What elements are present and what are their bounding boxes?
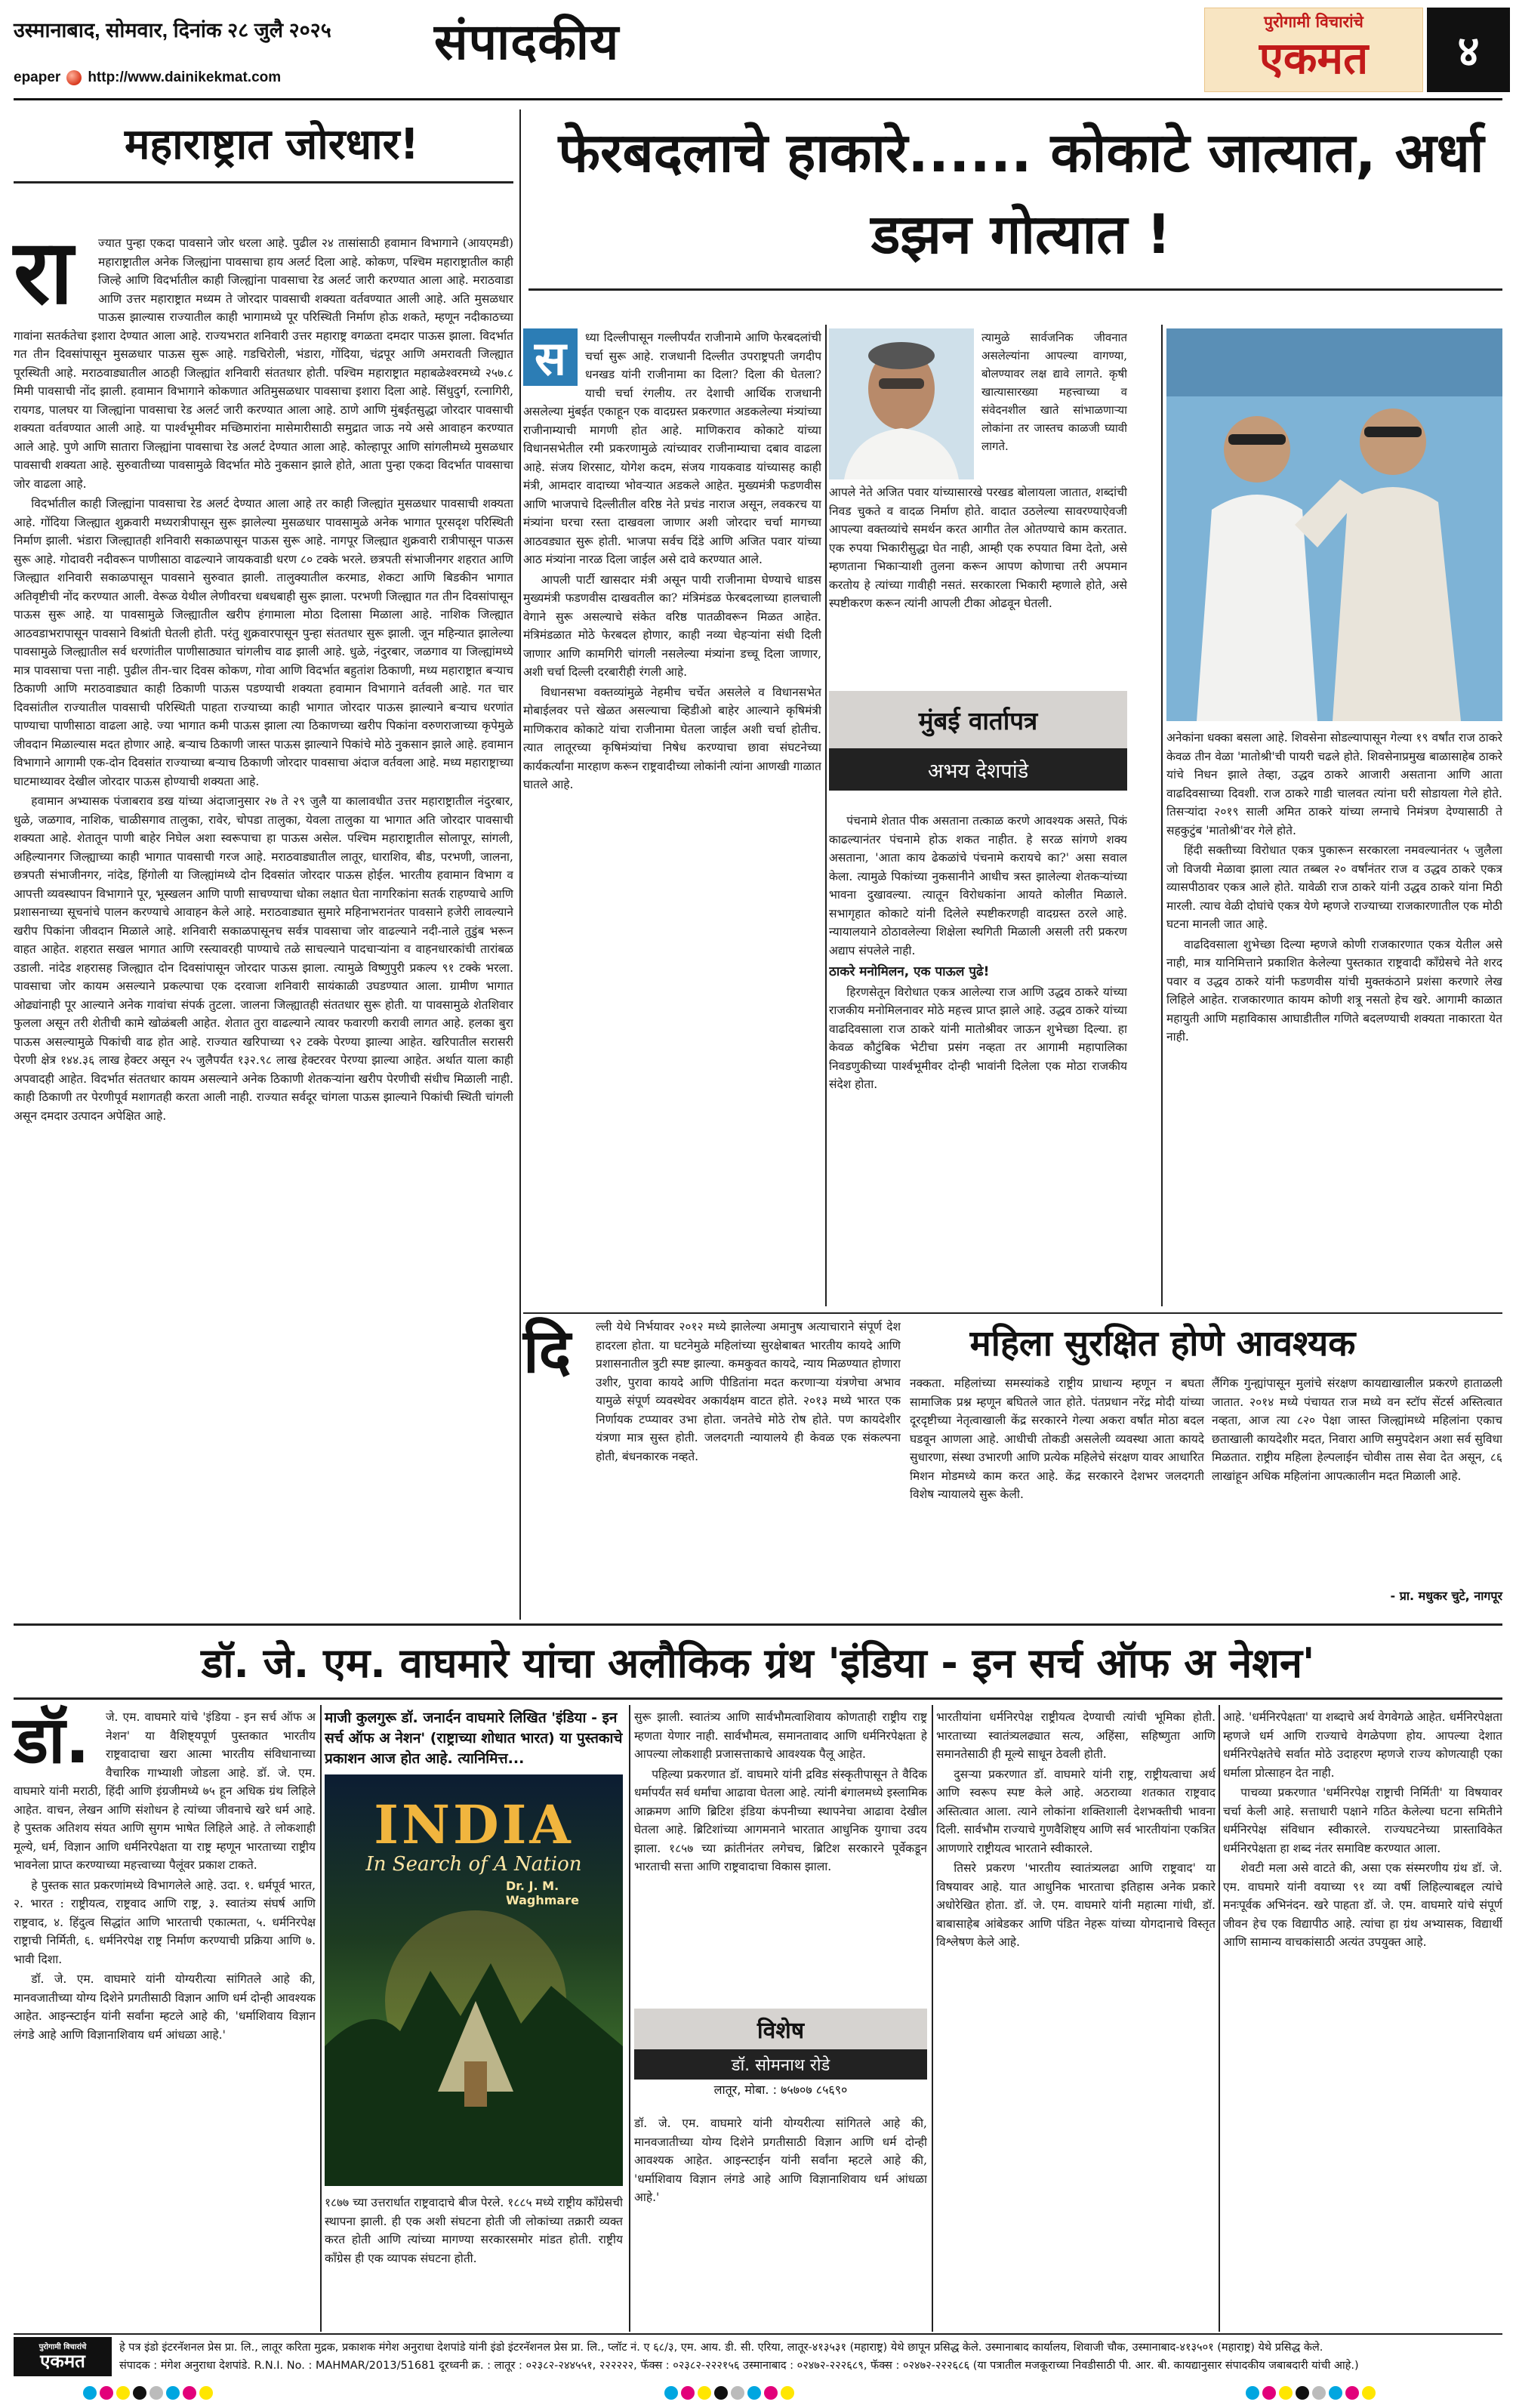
article-paragraph: आपले नेते अजित पवार यांच्यासारखे परखड बोलायला जातात, शब्दांची निवड चुकते व वादळ निर्माण होते. वादात उठलेल्या सावरण्याऐवजी आपल्या वक्तव्यांचे समर्थन करत आगीत तेल ओतण्याचे काम करतात. एक रुपया भिकारीसुद्धा घेत नाही, आम्ही एक रुपयात विमा देतो, असे म्हणताना भिकाऱ्याशी तुलना करून आपण कोणाचा तरी अपमान करतोय हे त्यांच्या गावीही नसतं. सरकारला भिकारी म्हणाले होते, असे स्पष्टीकरण करून त्यांनी आपली टीका ओढवून घेतली. xyxy=(829,486,1127,610)
book-paragraph: सुरू झाली. स्वातंत्र्य आणि सार्वभौमत्वाशिवाय कोणताही राष्ट्रीय राष्ट्र म्हणता येणार नाही. सार्वभौमत्व, समानतावाद आणि धर्मनिरपेक्षता हे आपल्या लोकशाही प्रजासत्ताकाचे आवश्यक पैलू आहेत. xyxy=(634,1710,927,1761)
headline-rule xyxy=(528,288,1502,291)
book-column-4 xyxy=(936,1708,1216,2327)
article-paragraph: पंचनामे शेतात पीक असताना तत्काळ करणे आवश्यक असते, पिकं काढल्यानंतर पंचनामे होऊ शकत नाहीत. हे सरळ सांगणे शक्य असताना, 'आता काय ढेकळांचे पंचनामे करायचे का?' असा सवाल केला. त्यामुळे पिकांच्या नुकसानीने आधीच त्रस्त झालेल्या शेतकऱ्यांच्या भावना दुखावल्या. त्यातून विरोधकांना आयते कोलीत मिळाले. सभागृहात कोकाटे यांनी दिलेले स्पष्टीकरणही वादग्रस्त ठरले आहे. न्यायालयाने ठोठावलेल्या शिक्षेला स्थगिती मिळाली असली तरी प्रकरण अद्याप संपलेले नाही. xyxy=(829,814,1127,957)
book-paragraph: डॉ. जे. एम. वाघमारे यांनी योग्यरीत्या सांगितले आहे की, मानवजातीच्या योग्य दिशेने प्रगतीसाठी विज्ञान आणि धर्म दोन्ही आवश्यक आहेत. आइन्स्टाईन यांनी सर्वांना म्हटले आहे की, 'धर्माशिवाय विज्ञान लंगडे आहे आणि विज्ञानाशिवाय धर्म आंधळा आहे.' xyxy=(14,1972,316,2042)
section-rule xyxy=(14,1623,1502,1626)
article-paragraph: अनेकांना धक्का बसला आहे. शिवसेना सोडल्यापासून गेल्या १९ वर्षांत राज ठाकरे केवळ तीन वेळा 'मातोश्री'ची पायरी चढले होते. शिवसेनाप्रमुख बाळासाहेब ठाकरे यांचे निधन झाले तेव्हा, उद्धव ठाकरे आजारी असताना आणि आता वाढदिवसाच्या दिवशी. राज ठाकरे गाडी चालवत त्यांना घरी सोडायला गेले होते. तिसऱ्यांदा २०१९ साली अमित ठाकरे यांच्या लग्नाचे निमंत्रण देण्यासाठी ते सहकुटुंब 'मातोश्री'वर गेले होते. xyxy=(1166,731,1502,837)
special-author-place: लातूर, मोबा. : ७५७०७ ८५६९० xyxy=(713,2083,848,2097)
women-safety-byline: - प्रा. मधुकर चुटे, नागपूर xyxy=(1390,1589,1502,1603)
editorial-body xyxy=(14,220,513,1608)
column-divider xyxy=(825,325,827,1306)
leaders-photo xyxy=(1166,328,1502,721)
book-paragraph: पहिल्या प्रकरणात डॉ. वाघमारे यांनी द्रविड संस्कृतीपासून ते वैदिक धर्मापर्यंत सर्व धर्मांचा आढावा घेतला आहे. त्यांनी बंगालमध्ये इस्लामिक आक्रमण आणि ब्रिटिश इंडिया कंपनीच्या स्थापनेचा आढावा देखील घेतला आहे. ब्रिटिशांच्या आगमनाने भारतात आधुनिक युगाचा उदय झाला. १८५७ च्या क्रांतीनंतर लगेचच, ब्रिटिश सरकारने पूर्वेकडून भारताची सत्ता आणि राष्ट्रवादाचा विकास झाला. xyxy=(634,1767,927,1873)
women-safety-title: महिला सुरक्षित होणे आवश्यक xyxy=(969,1323,1356,1364)
column-divider xyxy=(320,1705,322,2332)
book-paragraph: हे पुस्तक सात प्रकरणांमध्ये विभागलेले आहे. उदा. १. धर्मपूर्व भारत, २. भारत : राष्ट्रीयत्व, राष्ट्रवाद आणि राष्ट्र, ३. स्वातंत्र्य संघर्ष आणि राष्ट्रवाद, ४. हिंदुत्व सिद्धांत आणि भारताची एकात्मता, ५. धर्मनिरपेक्ष राष्ट्राची निर्मिती, ६. धर्मनिरपेक्ष राष्ट्र निर्माण करण्याची प्रक्रिया आणि ७. भावी दिशा. xyxy=(14,1878,316,1966)
book-paragraph: शेवटी मला असे वाटते की, असा एक संस्मरणीय ग्रंथ डॉ. जे. एम. वाघमारे यांनी वयाच्या ९१ व्या वर्षी लिहिल्याबद्दल त्यांचे मनःपूर्वक अभिनंदन. खरे पाहता डॉ. जे. एम. वाघमारे यांचे संपूर्ण जीवन हेच एक विद्यापीठ आहे. त्यांचा हा ग्रंथ अभ्यासक, विद्यार्थी आणि सामान्य वाचकांसाठी अत्यंत उपयुक्त आहे. xyxy=(1223,1861,1502,1949)
book-paragraph: भारतीयांना धर्मनिरपेक्ष राष्ट्रीयत्व देण्याची त्यांची भूमिका होती. भारताच्या स्वातंत्र्यलढ्यात सत्य, अहिंसा, सहिष्णुता आणि समानतेसाठी ही मूल्ये साधून ठेवली होती. xyxy=(936,1710,1216,1761)
section-rule xyxy=(14,1697,1502,1700)
footer-text xyxy=(119,2339,1501,2375)
book-column-1 xyxy=(14,1703,316,2327)
website-url[interactable]: http://www.dainikekmat.com xyxy=(88,69,282,85)
footer-rule xyxy=(14,2333,1502,2335)
editor-line: संपादक : मंगेश अनुराधा देशपांडे. R.N.I. No. : MAHMAR/2013/51681 दूरध्वनी क्र. : लातूर : ०२३८२-२४४५५१, २२२२२२, फॅक्स : ०२३८२-२२२१५६ उस्मानाबाद : ०२४७२-२२२६८९, फॅक्स : ०२४७२-२२२६८६ (या पत्रातील मजकूराच्या निवडीसाठी पी. आर. बी. कायद्यानुसार संपादकीय जबाबदारी यांची आहे.) xyxy=(119,2360,1359,2372)
column-divider xyxy=(932,1705,933,2332)
editorial-title-rule xyxy=(14,181,513,183)
book-paragraph: जे. एम. वाघमारे यांचे 'इंडिया - इन सर्च ऑफ अ नेशन' या वैशिष्ट्यपूर्ण पुस्तकात भारतीय राष्ट्रवादाचा खरा आत्मा भारतीय संविधानाच्या वैचारिक गाभ्याशी जोडला आहे. डॉ. जे. एम. वाघमारे यांनी मराठी, हिंदी आणि इंग्रजीमध्ये ७५ हून अधिक ग्रंथ लिहिले आहेत. वाचन, लेखन आणि संशोधन हे त्यांच्या जीवनाचे खरे धर्म आहे. हे पुस्तक अतिशय संयत आणि सुगम भाषेत लिहिले आहे. ते लोकशाही मूल्ये, धर्म, विज्ञान आणि धर्मनिरपेक्षता या राष्ट्र म्हणून भारताच्या राष्ट्रीय भावनेला प्राप्त करण्याच्या महत्त्वाच्या पैलूंवर प्रकाश टाकते. xyxy=(14,1710,316,1872)
book-dropcap: डॉ. xyxy=(14,1703,90,1778)
article-dropcap: स xyxy=(523,328,578,386)
article-paragraph: वाढदिवसाला शुभेच्छा दिल्या म्हणजे कोणी राजकारणात एकत्र येतील असे नाही, मात्र यानिमित्ताने प्रकाशित केलेल्या पुस्तकात राष्ट्रवादी काँग्रेसचे नेते शरद पवार व उद्धव ठाकरे यांनी फडणवीस यांची मुक्तकंठाने प्रशंसा करणारे लेख लिहिले आहेत. राजकारणात कायम कोणी शत्रू नसतो हेच खरे. आगामी काळात महायुती आणि महाविकास आघाडीतील गणिते बदलण्याची शक्यता नाकारता येत नाही. xyxy=(1166,937,1502,1044)
editorial-dropcap: रा xyxy=(14,220,73,324)
book-paragraph: दुसऱ्या प्रकरणात डॉ. वाघमारे यांनी राष्ट्र, राष्ट्रीयत्वाचा अर्थ आणि स्वरूप स्पष्ट केले आहे. अठराव्या शतकात राष्ट्रवाद अस्तित्वात आला. त्याने लोकांना शक्तिशाली देशभक्तीची भावना दिली. सार्वभौम राज्याचे गुणवैशिष्ट्य आणि सर्व भारतीयांना एकत्रित आणणारे राष्ट्रीयत्व भारताने स्वीकारले. xyxy=(936,1767,1216,1855)
logo-name: एकमत xyxy=(1259,32,1369,84)
book-cover-author: Dr. J. M. Waghmare xyxy=(506,1879,579,1907)
header-rule xyxy=(14,98,1502,100)
article-paragraph: विधानसभा वक्तव्यांमुळे नेहमीच चर्चेत असलेले व विधानसभेत मोबाईलवर पत्ते खेळत असल्याचा व्हिडीओ बाहेर आल्याने कृषिमंत्री माणिकराव कोकाटे यांचा राजीनामा घेतला जाईल अशी चर्चा होतीच. त्यात लातूरच्या कृषिमंत्र्यांचा निषेध करण्याचा छावा संघटनेच्या कार्यकर्त्यांना मारहाण करून राष्ट्रवादीच्या लोकांनी त्यांना आणखी गाळात घातले आहे. xyxy=(523,685,821,791)
women-safety-column-2: नक्कता. महिलांच्या समस्यांकडे राष्ट्रीय प्राधान्य म्हणून न बघता सामाजिक प्रश्न म्हणून बघितले जात होते. पंतप्रधान नरेंद्र मोदी यांच्या दूरदृष्टीच्या नेतृत्वाखाली केंद्र सरकारने गेल्या अकरा वर्षांत मोठा बदल घडवून आणला आहे. आधीची तोकडी असलेली व्यवस्था आता कायदे सुधारणा, संस्था उभारणी आणि प्रत्येक महिलेचे संरक्षण यावर आधारित मिशन मोडमध्ये काम करत आहे. केंद्र सरकारने देशभर जलदगती विशेष न्यायालये सुरू केली. xyxy=(910,1377,1204,1501)
globe-icon xyxy=(66,70,82,85)
article-column-2-top: त्यामुळे सार्वजनिक जीवनात असलेल्यांना आपल्या वागण्या, बोलण्यावर लक्ष द्यावे लागते. कृषी खात्यासारख्या महत्त्वाच्या व संवेदनशील खाते सांभाळणाऱ्या लोकांना तर जास्तच काळजी घ्यावी लागते. xyxy=(981,331,1127,453)
special-label: विशेष xyxy=(634,2009,927,2049)
article-column-2 xyxy=(829,483,1127,687)
footer-logo-tag: पुरोगामी विचारांचे xyxy=(39,2343,87,2351)
epaper-link[interactable] xyxy=(14,69,281,86)
registration-marks xyxy=(1246,2386,1376,2400)
editorial-paragraph: हवामान अभ्यासक पंजाबराव डख यांच्या अंदाजानुसार २७ ते २९ जुलै या कालावधीत उत्तर महाराष्ट्रातील नंदुरबार, धुळे, जळगाव, नाशिक, चाळीसगाव तालुका, रावेर, चोपडा तालुका, येवला तालुका या भागात अति जोरदार पावसाची शक्यता आहे. शेतातून पाणी बाहेर निघेल अशा स्वरूपाचा हा पाऊस असेल. पश्चिम महाराष्ट्रातील सोलापूर, सांगली, अहिल्यानगर जिल्ह्याच्या काही भागात पावसाची गरज आहे. मराठवाड्यातील लातूर, धाराशिव, बीड, परभणी, जालना, छत्रपती संभाजीनगर, नांदेड, हिंगोली या जिल्ह्यांमध्ये दोन दिवसांत जोरदार पाऊस होईल. भारतीय हवामान विभाग व आपत्ती व्यवस्थापन विभागाने पूर, भूस्खलन आणि पाणी साचण्याचा धोका लक्षात घेता नागरिकांना सतर्क राहण्याचे आणि प्रशासनाच्या सूचनांचे पालन करण्याचे आवाहन केले आहे. मराठवाड्यात सुमारे महिनाभरानंतर पावसाने हजेरी लावल्याने खरीप पिकांना जीवदान मिळाले आहे. शनिवारी सकाळपासूनच सर्वत्र पावसाचा जोर वाढल्याने नदी-नाले तुडुंब भरून वाहत आहेत. शहरात सखल भागात आणि रस्त्यावरही पाण्याचे तळे साचल्याने पादचाऱ्यांना व वाहनधारकांची तारांबळ उडाली. नांदेड शहरासह जिल्ह्यात दोन दिवसांपासून जोरदार पाऊस झाला. त्यामुळे विष्णुपुरी प्रकल्प ९१ टक्के भरला. पावसाचा जोर कायम असल्याने प्रकल्पाचा एक दरवाजा शनिवारी सायंकाळी उघडण्यात आला. ग्रामीण भागात ओढ्यांनाही पूर आल्याने अनेक गावांचा संपर्क तुटला. जालना जिल्ह्यातही संततधार सुरू होती. या पावसामुळे शेतशिवार फुलला असून तरी शेतीची कामे खोळंबली आहेत. शेतात तुरा वाढल्याने त्यावर फवारणी करावी लागत आहे. हलका बुरा पाऊस असल्यामुळे पिकांची वाढ होत आहे. राज्यात खरिपाच्या ९२ टक्के पेरण्या झाल्या आहेत. खरिपातील सरासरी पेरणी क्षेत्र १४४.३६ लाख हेक्टर असून २५ जुलैपर्यंत १३२.९८ लाख हेक्टरवर पेरण्या झाल्या आहेत. अर्थात याला काही अपवादही आहेत. विदर्भात संततधार कायम असल्याने अनेक ठिकाणी शेतकऱ्यांना खरीप पेरणीची संधीच मिळाली नाही. काही ठिकाणी तर पेरणीपूर्व मशागतही करता आली नाही. राज्यात सर्वदूर चांगला पाऊस झाल्याने पिकांची स्थिती चांगली असून दमदार उत्पादन अपेक्षित आहे. xyxy=(14,794,513,1123)
column-name: मुंबई वार्तापत्र xyxy=(829,691,1127,748)
masthead xyxy=(0,0,1516,106)
book-feature-title: डॉ. जे. एम. वाघमारे यांचा अलौकिक ग्रंथ 'इंडिया - इन सर्च ऑफ अ नेशन' xyxy=(201,1639,1315,1687)
article-paragraph: ध्या दिल्लीपासून गल्लीपर्यंत राजीनामे आणि फेरबदलांची चर्चा सुरू आहे. राजधानी दिल्लीत उपराष्ट्रपती जगदीप धनखड यांनी राजीनामा का दिला? दिला की घेतला? याची चर्चा रंगलीय. तर देशाची आर्थिक राजधानी असलेल्या मुंबईत एकाहून एक वादग्रस्त प्रकरणात अडकलेल्या मंत्र्यांच्या राजीनाम्याची मागणी होत आहे. माणिकराव कोकाटे यांच्या विधानसभेतील रमी प्रकरणामुळे त्यांच्यावर राजीनाम्याचा दबाव वाढला आहे. संजय शिरसाट, योगेश कदम, संजय गायकवाड यांच्यासह काही मंत्री, आमदार वादाच्या भोवऱ्यात अडकले आहेत. मुख्यमंत्री फडणवीस आणि भाजपाचे दिल्लीतील वरिष्ठ नेते प्रचंड नाराज असून, लवकरच या मंत्र्यांना घरचा रस्ता दाखवला जाणार अशी जोरदार चर्चा मागच्या आठवड्यात सुरू होती. भाजपा सर्वच दिंडे आणि अजित पवार यांच्या आठ मंत्र्यांना नारळ दिला जाईल असे दावे करण्यात आले. xyxy=(523,331,821,566)
editorial-paragraph: विदर्भातील काही जिल्ह्यांना पावसाचा रेड अलर्ट देण्यात आला आहे तर काही जिल्ह्यांत मुसळधार पावसाची शक्यता आहे. गोंदिया जिल्ह्यात शुक्रवारी मध्यरात्रीपासून सुरू झालेल्या मुसळधार पावसामुळे अनेक भागात पूरसदृश परिस्थिती निर्माण झाली. भंडारा जिल्ह्यातही शनिवारी सकाळपासून पाऊस सुरू आहे. नागपूर जिल्ह्यात शुक्रवारी रात्रीपासून पाऊस सुरू आहे. गोदावरी नदीवरून पाणीसाठा वाढल्याने जायकवाडी धरण ८० टक्के भरले. छत्रपती संभाजीनगर शहरात आणि जिल्ह्यात शनिवारी सकाळपासून पावसाने सुरुवात झाली. तालुक्यातील करमाड, शेकटा आणि बिडकीन भागात अतिवृष्टीची नोंद करण्यात आली. वेरूळ येथील लेणीवरचा धबधबाही सुरू झाला. परभणी जिल्ह्यात गत तीन दिवसांपासून पाऊस सुरू आहे. या पावसामुळे जिल्ह्यातील खरीप हंगामाला मोठा दिलासा मिळाला आहे. नाशिक जिल्ह्यात आठवडाभरापासून पावसाने विश्रांती घेतली होती. परंतु शुक्रवारपासून पुन्हा संततधार सुरू झाली. जून महिन्यात झालेल्या पावसामुळे जिल्ह्यातील सर्व धरणांतील पाणीसाठ्यात चांगलीच वाढ झाली आहे. धुळे, नंदुरबार, जळगाव या जिल्ह्यांमध्ये मात्र पावसाचा पत्ता नाही. पुढील तीन-चार दिवस कोकण, गोवा आणि विदर्भात बहुतांश ठिकाणी, मध्य महाराष्ट्रात बऱ्याच ठिकाणी आणि मराठवाड्यात काही ठिकाणी पाऊस पडण्याची शक्यता हवामान विभागाने वर्तवली आहे. गत चार दिवसांतील राज्यातील पावसाची परिस्थिती पाहता राज्याच्या काही भागात जोरदार पाऊस झाल्याने बऱ्याच धरणांत पाण्याचा पाणीसाठा वाढला आहे. ज्या भागात कमी पाऊस झाला त्या ठिकाणच्या खरीप पिकांना वरुणराजाच्या कृपेमुळे जीवदान मिळाल्यास मदत होणार आहे. बऱ्याच ठिकाणी जास्त पाऊस झाल्याने पिकांचे मोठे नुकसान झाले आहे. हवामान विभागाने आगामी एक-दोन दिवसांत राज्याच्या बऱ्याच ठिकाणी जोरदार पावसाचा अंदाज वर्तवला आहे. मध्य महाराष्ट्राच्या घाटमाथ्यावर देखील जोरदार पाऊस होण्याची शक्यता आहे. xyxy=(14,497,513,788)
registration-marks xyxy=(83,2386,213,2400)
column-divider xyxy=(1219,1705,1220,2332)
column-card xyxy=(829,691,1127,804)
section-rule xyxy=(523,1312,1502,1314)
column-divider xyxy=(519,109,521,1620)
special-author: डॉ. सोमनाथ रोडे xyxy=(634,2049,927,2080)
women-safety-column-1: ल्ली येथे निर्भयावर २०१२ मध्ये झालेल्या अमानुष अत्याचाराने संपूर्ण देश हादरला होता. या घटनेमुळे महिलांच्या सुरक्षेबाबत भारतीय कायदे आणि प्रशासनातील त्रुटी स्पष्ट झाल्या. कमकुवत कायदे, न्याय मिळण्यात होणारा उशीर, पुरावा कायदे आणि पीडितांना मदत करणाऱ्या यंत्रणेचा अभाव यामुळे संपूर्ण व्यवस्थेवर अकार्यक्षम वाटत होते. २०१३ मध्ये भारत एक निर्णायक टप्प्यावर उभा होता. जनतेचे मोठे रोष होते. पण कायदेशीर यंत्रणा मात्र सुस्त होती. जलदगती न्यायालये ही केवळ एक संकल्पना होती, बंधनकारक नव्हते. xyxy=(596,1320,901,1463)
special-card xyxy=(634,2009,927,2107)
footer-imprint xyxy=(14,2337,1502,2376)
article-subhead: ठाकरे मनोमिलन, एक पाऊल पुढे! xyxy=(829,964,990,979)
main-headline: फेरबदलाचे हाकारे...... कोकाटे जात्यात, अर्धा डझन गोत्यात ! xyxy=(558,121,1484,266)
book-paragraph: तिसरे प्रकरण 'भारतीय स्वातंत्र्यलढा आणि राष्ट्रवाद' या विषयावर आहे. यात आधुनिक भारताचा इतिहास अनेक प्रकारे अधोरेखित होता. डॉ. जे. एम. वाघमारे यांनी महात्मा गांधी, डॉ. बाबासाहेब आंबेडकर आणि पंडित नेहरू यांच्या योगदानाचे विस्तृत विश्लेषण केले आहे. xyxy=(936,1861,1216,1949)
women-safety-column-3: लैंगिक गुन्ह्यांपासून मुलांचे संरक्षण कायद्याखालील प्रकरणे हाताळली जातात. २०१४ मध्ये पंचायत राज मध्ये वन स्टॉप सेंटर्स अस्तित्वात नव्हता, आज त्या ८२० पेक्षा जास्त जिल्ह्यांमध्ये महिलांना एकाच छताखाली कायदेशीर मदत, निवारा आणि समुपदेशन अशा सर्व सुविधा मिळतात. राष्ट्रीय महिला हेल्पलाईन चोवीस तास सेवा देत असून, ८६ लाखांहून अधिक महिलांना आपत्कालीन मदत मिळाली आहे. xyxy=(1212,1377,1502,1483)
book-column-5 xyxy=(1223,1708,1502,2327)
book-paragraph: पाचव्या प्रकरणात 'धर्मनिरपेक्ष राष्ट्राची निर्मिती' या विषयावर चर्चा केली आहे. सत्ताधारी पक्षाने गठित केलेल्या घटना समितीने धर्मनिरपेक्ष संविधान स्वीकारले. राज्यघटनेच्या प्रास्ताविकेत धर्मनिरपेक्षता हा शब्द नंतर समाविष्ट करण्यात आला. xyxy=(1223,1786,1502,1855)
dateline: उस्मानाबाद, सोमवार, दिनांक २८ जुलै २०२५ xyxy=(14,19,331,42)
registration-marks xyxy=(664,2386,794,2400)
column-author: अभय देशपांडे xyxy=(829,748,1127,791)
leaders-illustration xyxy=(1166,328,1502,721)
epaper-label: epaper xyxy=(14,69,61,85)
page-number: ४ xyxy=(1427,8,1510,92)
imprint-line: हे पत्र इंडो इंटरनॅशनल प्रेस प्रा. लि., लातूर करिता मुद्रक, प्रकाशक मंगेश अनुराधा देशपांडे यांनी इंडो इंटरनॅशनल प्रेस प्रा. लि., प्लॉट नं. ए ६८/३, एम. आय. डी. सी. एरिया, लातूर-४१३५३१ (महाराष्ट्र) येथे छापून प्रसिद्ध केले. उस्मानाबाद कार्यालय, शिवाजी चौक, उस्मानाबाद-४१३५०१ (महाराष्ट्र) येथे प्रसिद्ध केले. xyxy=(119,2342,1323,2354)
footer-logo xyxy=(14,2337,112,2376)
logo-tagline: पुरोगामी विचारांचे xyxy=(1264,13,1363,31)
newspaper-logo xyxy=(1204,8,1423,92)
column-divider xyxy=(1161,325,1163,1306)
book-cover-title: INDIA xyxy=(374,1793,574,1856)
book-column-3 xyxy=(634,1708,927,2003)
book-paragraph: आहे. 'धर्मनिरपेक्षता' या शब्दाचे अर्थ वेगवेगळे आहेत. धर्मनिरपेक्षता म्हणजे धर्म आणि राज्याचे वेगळेपणा होय. आपल्या देशात धर्मनिरपेक्षतेचे सर्वात मोठे उदाहरण म्हणजे राज्य कोणत्याही एका धर्माला प्रोत्साहन देत नाही. xyxy=(1223,1710,1502,1780)
portrait-photo xyxy=(829,328,974,479)
article-paragraph: हिरणसेतून विरोधात एकत्र आलेल्या राज आणि उद्धव ठाकरे यांच्या राजकीय मनोमिलनावर मोठे महत्त्व प्राप्त झाले आहे. उद्धव ठाकरे यांच्या वाढदिवसाला राज ठाकरे यांनी मातोश्रीवर जाऊन शुभेच्छा दिल्या. हा केवळ कौटुंबिक भेटीचा प्रसंग नव्हता तर आगामी महापालिका निवडणुकीच्या पार्श्वभूमीवर दोन्ही भावांनी दिलेला एक मोठा राजकीय संदेश होता. xyxy=(829,985,1127,1091)
editorial-title: महाराष्ट्रात जोरधार! xyxy=(124,120,420,169)
women-safety-dropcap: दि xyxy=(523,1316,572,1386)
dropcap-space xyxy=(14,1703,106,1778)
article-paragraph: आपली पार्टी खासदार मंत्री असून पायी राजीनामा घेण्याचे धाडस मुख्यमंत्री फडणवीस दाखवतील का? मंत्रिमंडळ फेरबदलाच्या हालचाली वेगाने सुरू असल्याचे संकेत वरिष्ठ पातळीवरून मिळत आहेत. मंत्रिमंडळात मोठे फेरबदल होणार, काही नव्या चेहऱ्यांना संधी दिली जाणार आणि कामगिरी चांगली नसलेल्या मंत्र्यांना डच्चू दिला जाणार, अशी चर्चा दिल्ली दरबारीही रंगली आहे. xyxy=(523,572,821,679)
footer-logo-name: एकमत xyxy=(40,2351,85,2372)
column-divider xyxy=(629,1705,630,2332)
book-cover-subtitle: In Search of A Nation xyxy=(365,1853,582,1876)
article-paragraph: हिंदी सक्तीच्या विरोधात एकत्र पुकारून सरकारला नमवल्यानंतर ५ जुलैला जो विजयी मेळावा झाला त्यात तब्बल २० वर्षांनंतर राज व उद्धव ठाकरे एकत्र व्यासपीठावर एकत्र आले होते. यावेळी राज ठाकरे यांनी उद्धव ठाकरे यांना मिठी मारली. त्याच वेळी दोघांचे एकत्र येणे म्हणजे राज्याच्या राजकारणातील एक मोठी घटना मानली जात आहे. xyxy=(1166,843,1502,931)
editorial-paragraph: ज्यात पुन्हा एकदा पावसाने जोर धरला आहे. पुढील २४ तासांसाठी हवामान विभागाने (आयएमडी) महाराष्ट्रातील अनेक जिल्ह्यांना पावसाचा हाय अलर्ट दिला आहे. कोकण, पश्चिम महाराष्ट्रातील काही जिल्हे आणि विदर्भातील काही जिल्ह्यांना पावसाचा रेड अलर्ट जारी करण्यात आला आहे. मराठवाडा आणि उत्तर महाराष्ट्रात मध्यम ते जोरदार पावसाची शक्यता वर्तवण्यात आली आहे. अति मुसळधार पाऊस झाल्यास राज्यातील काही भागामध्ये पूर परिस्थिती निर्माण होऊ शकते, म्हणून नदीकाठच्या गावांना सतर्कतेचा इशारा देण्यात आला आहे. राज्यभरात शनिवारी उत्तर महाराष्ट्र वगळता दमदार पाऊस झाला. विदर्भात गत तीन दिवसांपासून मुसळधार पाऊस सुरू आहे. गडचिरोली, भंडारा, गोंदिया, चंद्रपूर आणि अमरावती जिल्ह्यात पूरस्थिती आहे. मराठवाड्यातील आठही जिल्ह्यांत शनिवारी संततधार होती. पश्चिम महाराष्ट्रात महाबळेश्वरमध्ये २५७.८ मिमी पावसाची नोंद झाली. हवामान विभागाने कोकणात अतिमुसळधार पावसाचा इशारा दिला आहे. सिंधुदुर्ग, रत्नागिरी, रायगड, पालघर या जिल्ह्यांना पावसाचा रेड अलर्ट जारी करण्यात आला आहे. ठाणे आणि मुंबईतसुद्धा जोरदार पावसाची शक्यता वर्तवण्यात आली आहे. या पार्श्वभूमीवर मच्छिमारांना मासेमारीसाठी समुद्रात जाऊ नये असे आवाहन करण्यात आले आहे. पुणे आणि सातारा जिल्ह्यांना पावसाचा रेड अलर्ट देण्यात आला आहे. कोल्हापूर आणि सांगलीमध्ये मुसळधार पावसाची शक्यता आहे. सुरुवातीच्या पावसामुळे विदर्भात मोठे नुकसान झाले होते, आता पुन्हा एकदा विदर्भात पावसाचा जोर वाढला आहे. xyxy=(14,236,513,491)
book-intro-box: माजी कुलगुरू डॉ. जनार्दन वाघमारे लिखित 'इंडिया - इन सर्च ऑफ अ नेशन' (राष्ट्राच्या शोधात भारत) या पुस्तकाचे प्रकाशन आज होत आहे. त्यानिमित्त... xyxy=(325,1710,623,1767)
section-title: संपादकीय xyxy=(434,13,620,71)
portrait-illustration xyxy=(829,328,974,479)
book-column-2-lower: १८७७ च्या उत्तरार्धात राष्ट्रवादाचे बीज पेरले. १८८५ मध्ये राष्ट्रीय काँग्रेसची स्थापना झाली. ही एक अशी संघटना होती जी लोकांच्या तक्रारी व्यक्त करत होती आणि त्यांच्या मागण्या सरकारसमोर मांडत होती. राष्ट्रीय काँग्रेस ही एक व्यापक संघटना होती. xyxy=(325,2196,623,2265)
book-cover xyxy=(325,1774,623,2186)
book-column-3-lower: डॉ. जे. एम. वाघमारे यांनी योग्यरीत्या सांगितले आहे की, मानवजातीच्या योग्य दिशेने प्रगतीसाठी विज्ञान आणि धर्म दोन्ही आवश्यक आहेत. आइन्स्टाईन यांनी सर्वांना म्हटले आहे की, 'धर्माशिवाय विज्ञान लंगडे आहे आणि विज्ञानाशिवाय धर्म आंधळा आहे.' xyxy=(634,2117,927,2204)
